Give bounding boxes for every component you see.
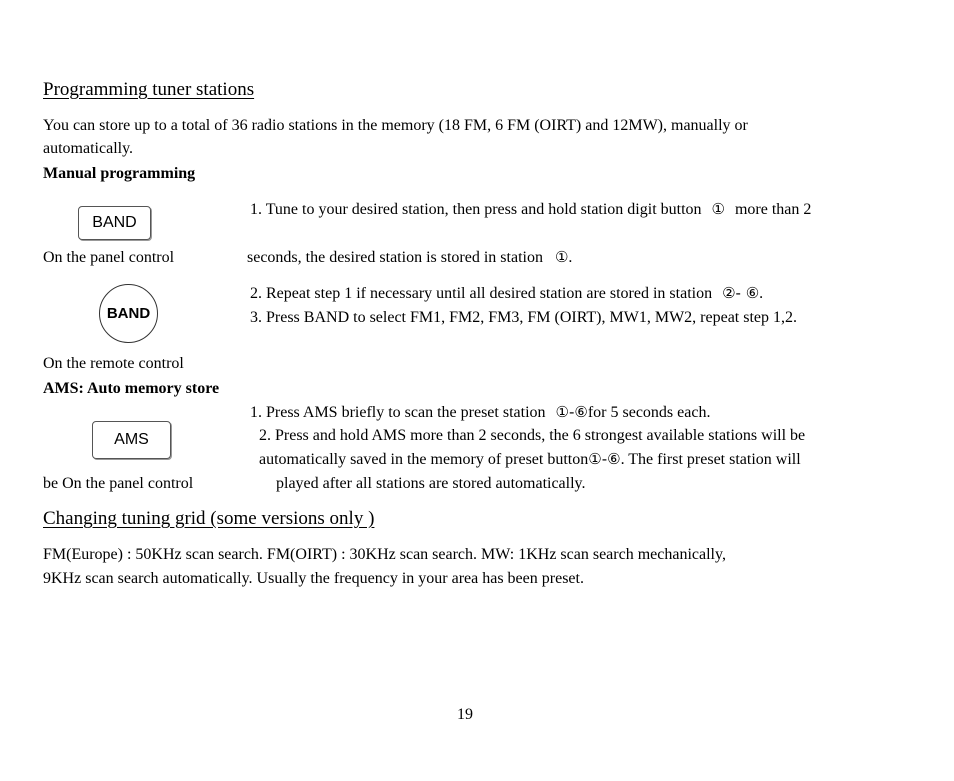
ams-step2-line3: played after all stations are stored automatically.: [276, 475, 586, 492]
ams-panel-control-caption: be On the panel control: [43, 475, 194, 492]
ams-heading: AMS: Auto memory store: [43, 380, 220, 397]
ams-step1-text: 1. Press AMS briefly to scan the preset station: [250, 404, 546, 421]
ams-step2-line2-tail: . The first preset station will: [620, 451, 801, 468]
ams-step1-tail: for 5 seconds each.: [587, 404, 711, 421]
tuning-grid-text-line2: 9KHz scan search automatically. Usually the frequency in your area has been preset.: [43, 570, 584, 587]
manual-step1-tail: more than 2: [734, 201, 812, 218]
manual-programming-heading: Manual programming: [43, 165, 196, 182]
tuning-grid-text-line1: FM(Europe) : 50KHz scan search. FM(OIRT) : 30KHz scan search. MW: 1KHz scan search mechanically,: [43, 546, 726, 563]
band-remote-button-label: BAND: [106, 305, 151, 322]
ams-step2-line2-text: automatically saved in the memory of preset button: [259, 451, 589, 468]
manual-step2-text: 2. Repeat step 1 if necessary until all desired station are stored in station: [250, 285, 713, 302]
circled-digit-1-icon: ①: [554, 248, 569, 266]
section-heading-tuning-grid: Changing tuning grid (some versions only ): [43, 508, 375, 529]
panel-control-caption: On the panel control: [43, 249, 175, 266]
circled-digit-range-icon: ①-⑥: [555, 403, 588, 421]
band-panel-button-illustration: [78, 206, 151, 240]
page-number: 19: [457, 706, 473, 723]
ams-panel-button-label: AMS: [114, 431, 149, 448]
ams-panel-button-illustration: [92, 421, 171, 459]
circled-digit-range-icon: ②- ⑥: [722, 284, 760, 302]
manual-step3-text: 3. Press BAND to select FM1, FM2, FM3, FM (OIRT), MW1, MW2, repeat step 1,2.: [250, 309, 798, 326]
manual-step1-text: 1. Tune to your desired station, then press and hold station digit button: [250, 201, 702, 218]
manual-step1-line2: [247, 250, 572, 266]
ams-step1-line: [250, 405, 710, 421]
circled-digit-1-icon: ①: [711, 200, 725, 218]
intro-text-line2: automatically.: [43, 140, 134, 157]
circled-digit-range-icon: ①-⑥: [588, 450, 621, 468]
intro-text-line1: You can store up to a total of 36 radio stations in the memory (18 FM, 6 FM (OIRT) and 12MW), manually or: [43, 117, 748, 134]
manual-step2-period: .: [759, 285, 764, 302]
ams-step2-line2: [259, 452, 801, 468]
manual-step1-line2-period: .: [568, 249, 573, 266]
manual-step1-line2-text: seconds, the desired station is stored in station: [247, 249, 543, 266]
remote-control-caption: On the remote control: [43, 355, 184, 372]
band-panel-button-label: BAND: [92, 214, 137, 231]
band-remote-button-illustration: [99, 284, 158, 343]
section-heading-programming: Programming tuner stations: [43, 79, 255, 100]
ams-step2-line1: 2. Press and hold AMS more than 2 seconds, the 6 strongest available stations will be: [259, 427, 806, 444]
manual-step2-line: [250, 286, 763, 302]
manual-step1-line1: [250, 202, 811, 218]
